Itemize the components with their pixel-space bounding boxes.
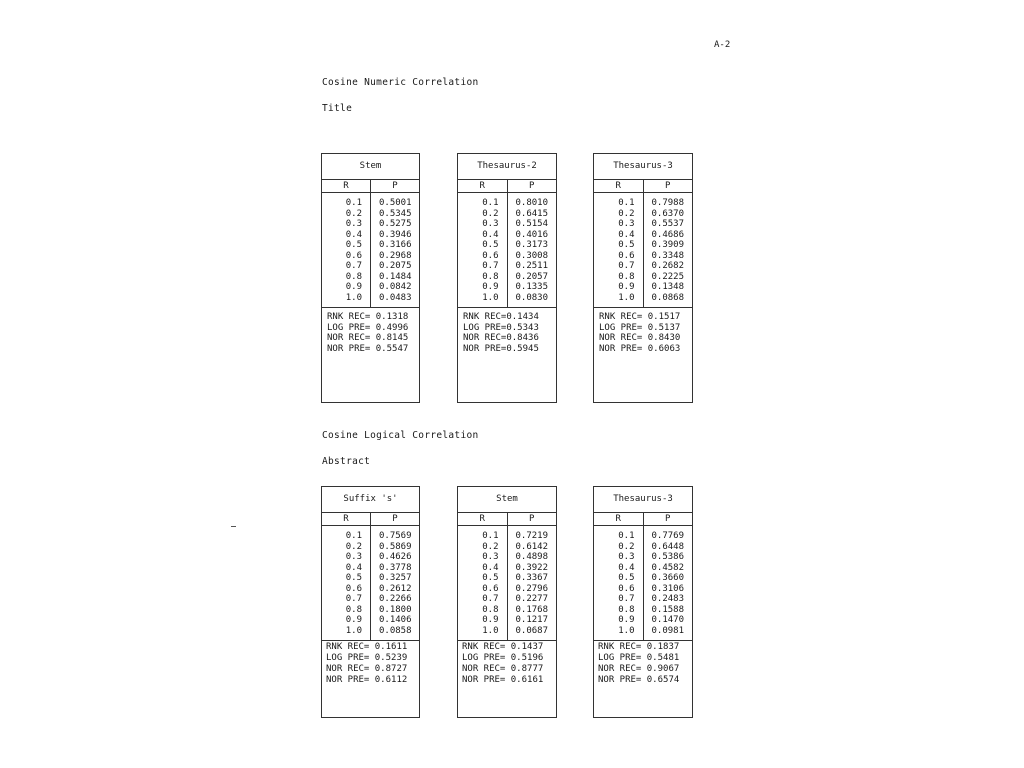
recall-cell: 0.7 — [345, 261, 362, 271]
recall-cell: 0.2 — [618, 208, 635, 219]
precision-cell: 0.7769 — [651, 531, 685, 541]
precision-cell: 0.5537 — [651, 219, 685, 229]
precision-cell: 0.3173 — [515, 240, 549, 250]
precision-column — [644, 526, 693, 640]
recall-cell: 0.1 — [482, 531, 499, 541]
recall-column — [594, 193, 644, 307]
column-header-precision: P — [665, 181, 671, 191]
precision-cell: 0.1335 — [515, 282, 549, 292]
metric-line: LOG PRE= 0.5137 — [599, 322, 681, 333]
recall-cell: 0.2 — [345, 541, 362, 552]
precision-cell: 0.0981 — [651, 625, 685, 636]
recall-cell: 1.0 — [618, 625, 635, 636]
recall-cell: 0.5 — [482, 240, 499, 250]
metric-line: RNK REC= 0.1318 — [327, 312, 409, 322]
precision-cell: 0.3909 — [651, 240, 685, 250]
precision-cell: 0.5275 — [379, 219, 412, 229]
metric-line: NOR PRE= 0.5547 — [327, 343, 409, 354]
precision-cell: 0.6415 — [515, 208, 549, 219]
column-header-row — [322, 513, 419, 526]
page-number: A-2 — [714, 40, 731, 50]
recall-cell: 1.0 — [345, 292, 362, 303]
precision-column — [508, 526, 557, 640]
recall-cell: 0.5 — [345, 240, 362, 250]
table-body — [594, 193, 692, 308]
column-header-recall: R — [322, 513, 371, 525]
precision-cell: 0.1588 — [651, 604, 685, 615]
metric-line: NOR REC= 0.8727 — [326, 664, 408, 674]
recall-cell: 0.9 — [618, 615, 635, 625]
recall-cell: 0.1 — [345, 531, 362, 541]
precision-cell: 0.0687 — [515, 625, 549, 636]
column-header-recall: R — [322, 180, 371, 192]
recall-cell: 0.8 — [345, 604, 362, 615]
recall-cell: 0.7 — [482, 594, 499, 604]
table-title: Suffix 's' — [322, 487, 419, 513]
precision-cell: 0.7219 — [515, 531, 549, 541]
column-header-row — [322, 180, 419, 193]
precision-cell: 0.4016 — [515, 229, 549, 240]
precision-cell: 0.6142 — [515, 541, 549, 552]
column-header-row — [458, 513, 556, 526]
metric-line: NOR PRE= 0.6574 — [598, 675, 680, 685]
recall-precision-table — [321, 153, 420, 403]
recall-cell: 0.9 — [482, 615, 499, 625]
recall-cell: 0.8 — [345, 271, 362, 282]
recall-cell: 0.3 — [345, 552, 362, 562]
column-header-precision: P — [665, 514, 671, 524]
recall-cell: 0.2 — [482, 208, 499, 219]
recall-cell: 0.5 — [482, 573, 499, 583]
summary-metrics — [594, 308, 692, 356]
recall-cell: 0.4 — [345, 229, 362, 240]
precision-cell: 0.2968 — [379, 250, 412, 261]
metric-line: LOG PRE= 0.4996 — [327, 322, 409, 333]
metric-line: LOG PRE= 0.5196 — [462, 653, 544, 663]
precision-column — [508, 193, 557, 307]
precision-cell: 0.2483 — [651, 594, 685, 604]
recall-cell: 0.5 — [618, 573, 635, 583]
recall-column — [458, 526, 508, 640]
precision-cell: 0.0483 — [379, 292, 412, 303]
precision-cell: 0.3922 — [515, 562, 549, 573]
recall-cell: 0.9 — [618, 282, 635, 292]
metric-line: LOG PRE=0.5343 — [463, 322, 539, 333]
precision-cell: 0.2796 — [515, 583, 549, 594]
metric-line: LOG PRE= 0.5239 — [326, 653, 408, 663]
summary-metrics — [594, 641, 692, 687]
metric-line: RNK REC= 0.1517 — [599, 312, 681, 322]
table-title: Thesaurus-3 — [594, 154, 692, 180]
precision-cell: 0.4582 — [651, 562, 685, 573]
recall-cell: 0.8 — [618, 271, 635, 282]
recall-precision-table — [593, 486, 693, 718]
recall-cell: 0.3 — [618, 219, 635, 229]
metric-line: NOR REC= 0.8145 — [327, 333, 409, 343]
metric-line: NOR PRE= 0.6161 — [462, 675, 544, 685]
table-body — [322, 193, 419, 308]
metric-line: LOG PRE= 0.5481 — [598, 653, 680, 663]
column-header-precision: P — [529, 514, 535, 524]
recall-cell: 0.9 — [345, 282, 362, 292]
metric-line: RNK REC= 0.1837 — [598, 642, 680, 652]
precision-cell: 0.3106 — [651, 583, 685, 594]
precision-cell: 0.2225 — [651, 271, 685, 282]
metric-line: RNK REC= 0.1611 — [326, 642, 408, 652]
precision-cell: 0.7569 — [379, 531, 412, 541]
column-header-precision: P — [392, 514, 398, 524]
recall-column — [594, 526, 644, 640]
column-header-precision: P — [392, 181, 398, 191]
recall-cell: 1.0 — [482, 292, 499, 303]
recall-cell: 0.3 — [618, 552, 635, 562]
section-heading: Cosine Numeric Correlation — [322, 77, 479, 88]
precision-column — [644, 193, 693, 307]
table-body — [458, 526, 556, 641]
metric-line: NOR REC= 0.8777 — [462, 664, 544, 674]
precision-cell: 0.6448 — [651, 541, 685, 552]
section-subheading: Title — [322, 103, 353, 114]
precision-cell: 0.3008 — [515, 250, 549, 261]
column-header-recall: R — [458, 513, 508, 525]
recall-cell: 0.4 — [482, 562, 499, 573]
recall-cell: 0.1 — [618, 531, 635, 541]
precision-cell: 0.4626 — [379, 552, 412, 562]
column-header-recall: R — [458, 180, 508, 192]
precision-cell: 0.2057 — [515, 271, 549, 282]
precision-cell: 0.1348 — [651, 282, 685, 292]
recall-cell: 1.0 — [345, 625, 362, 636]
recall-cell: 0.6 — [618, 583, 635, 594]
table-title: Stem — [322, 154, 419, 180]
recall-precision-table — [457, 486, 557, 718]
section-subheading: Abstract — [322, 456, 371, 467]
metric-line: NOR REC= 0.8430 — [599, 333, 681, 343]
precision-cell: 0.0830 — [515, 292, 549, 303]
recall-cell: 0.5 — [345, 573, 362, 583]
recall-cell: 0.6 — [345, 583, 362, 594]
metric-line: NOR PRE= 0.6112 — [326, 675, 408, 685]
recall-column — [322, 193, 371, 307]
precision-cell: 0.1406 — [379, 615, 412, 625]
recall-cell: 0.3 — [345, 219, 362, 229]
precision-column — [371, 526, 419, 640]
precision-column — [371, 193, 419, 307]
recall-cell: 0.2 — [345, 208, 362, 219]
table-title: Thesaurus-2 — [458, 154, 556, 180]
metric-line: RNK REC= 0.1437 — [462, 642, 544, 652]
metric-line: NOR REC=0.8436 — [463, 333, 539, 343]
recall-precision-table — [321, 486, 420, 718]
metric-line: RNK REC=0.1434 — [463, 312, 539, 322]
precision-cell: 0.7988 — [651, 198, 685, 208]
recall-cell: 0.9 — [482, 282, 499, 292]
precision-cell: 0.5001 — [379, 198, 412, 208]
table-body — [322, 526, 419, 641]
precision-cell: 0.4686 — [651, 229, 685, 240]
column-header-recall: R — [594, 180, 644, 192]
column-header-row — [594, 513, 692, 526]
precision-cell: 0.1470 — [651, 615, 685, 625]
recall-cell: 0.2 — [482, 541, 499, 552]
precision-cell: 0.1800 — [379, 604, 412, 615]
recall-cell: 0.8 — [482, 604, 499, 615]
precision-cell: 0.1768 — [515, 604, 549, 615]
summary-metrics — [458, 308, 556, 356]
precision-cell: 0.8010 — [515, 198, 549, 208]
metric-line: NOR PRE=0.5945 — [463, 343, 539, 354]
precision-cell: 0.3946 — [379, 229, 412, 240]
recall-cell: 0.1 — [482, 198, 499, 208]
precision-cell: 0.2277 — [515, 594, 549, 604]
precision-cell: 0.0858 — [379, 625, 412, 636]
recall-cell: 0.8 — [618, 604, 635, 615]
summary-metrics — [322, 641, 419, 687]
precision-cell: 0.3348 — [651, 250, 685, 261]
table-body — [458, 193, 556, 308]
recall-cell: 0.9 — [345, 615, 362, 625]
recall-cell: 0.7 — [482, 261, 499, 271]
column-header-precision: P — [529, 181, 535, 191]
recall-cell: 0.3 — [482, 552, 499, 562]
recall-precision-table — [593, 153, 693, 403]
summary-metrics — [458, 641, 556, 687]
precision-cell: 0.5386 — [651, 552, 685, 562]
recall-cell: 0.7 — [345, 594, 362, 604]
table-body — [594, 526, 692, 641]
precision-cell: 0.2075 — [379, 261, 412, 271]
table-title: Stem — [458, 487, 556, 513]
table-title: Thesaurus-3 — [594, 487, 692, 513]
margin-mark — [231, 526, 236, 527]
recall-cell: 0.4 — [618, 562, 635, 573]
precision-cell: 0.2511 — [515, 261, 549, 271]
recall-cell: 0.4 — [482, 229, 499, 240]
recall-cell: 0.6 — [482, 250, 499, 261]
recall-cell: 0.2 — [618, 541, 635, 552]
recall-cell: 0.1 — [345, 198, 362, 208]
precision-cell: 0.5345 — [379, 208, 412, 219]
recall-cell: 0.5 — [618, 240, 635, 250]
precision-cell: 0.0868 — [651, 292, 685, 303]
precision-cell: 0.3257 — [379, 573, 412, 583]
recall-column — [458, 193, 508, 307]
column-header-row — [458, 180, 556, 193]
recall-cell: 0.3 — [482, 219, 499, 229]
precision-cell: 0.2682 — [651, 261, 685, 271]
recall-cell: 0.8 — [482, 271, 499, 282]
recall-cell: 0.4 — [618, 229, 635, 240]
column-header-row — [594, 180, 692, 193]
metric-line: NOR REC= 0.9067 — [598, 664, 680, 674]
recall-cell: 0.1 — [618, 198, 635, 208]
recall-cell: 0.6 — [482, 583, 499, 594]
recall-precision-table — [457, 153, 557, 403]
section-heading: Cosine Logical Correlation — [322, 430, 479, 441]
precision-cell: 0.0842 — [379, 282, 412, 292]
precision-cell: 0.3660 — [651, 573, 685, 583]
recall-cell: 1.0 — [618, 292, 635, 303]
precision-cell: 0.2612 — [379, 583, 412, 594]
precision-cell: 0.2266 — [379, 594, 412, 604]
precision-cell: 0.5154 — [515, 219, 549, 229]
recall-cell: 0.7 — [618, 594, 635, 604]
precision-cell: 0.1484 — [379, 271, 412, 282]
recall-cell: 0.6 — [345, 250, 362, 261]
recall-cell: 1.0 — [482, 625, 499, 636]
recall-cell: 0.6 — [618, 250, 635, 261]
precision-cell: 0.3367 — [515, 573, 549, 583]
precision-cell: 0.3778 — [379, 562, 412, 573]
precision-cell: 0.4898 — [515, 552, 549, 562]
recall-column — [322, 526, 371, 640]
recall-cell: 0.7 — [618, 261, 635, 271]
metric-line: NOR PRE= 0.6063 — [599, 343, 681, 354]
precision-cell: 0.6370 — [651, 208, 685, 219]
column-header-recall: R — [594, 513, 644, 525]
recall-cell: 0.4 — [345, 562, 362, 573]
precision-cell: 0.5869 — [379, 541, 412, 552]
precision-cell: 0.1217 — [515, 615, 549, 625]
summary-metrics — [322, 308, 419, 356]
precision-cell: 0.3166 — [379, 240, 412, 250]
